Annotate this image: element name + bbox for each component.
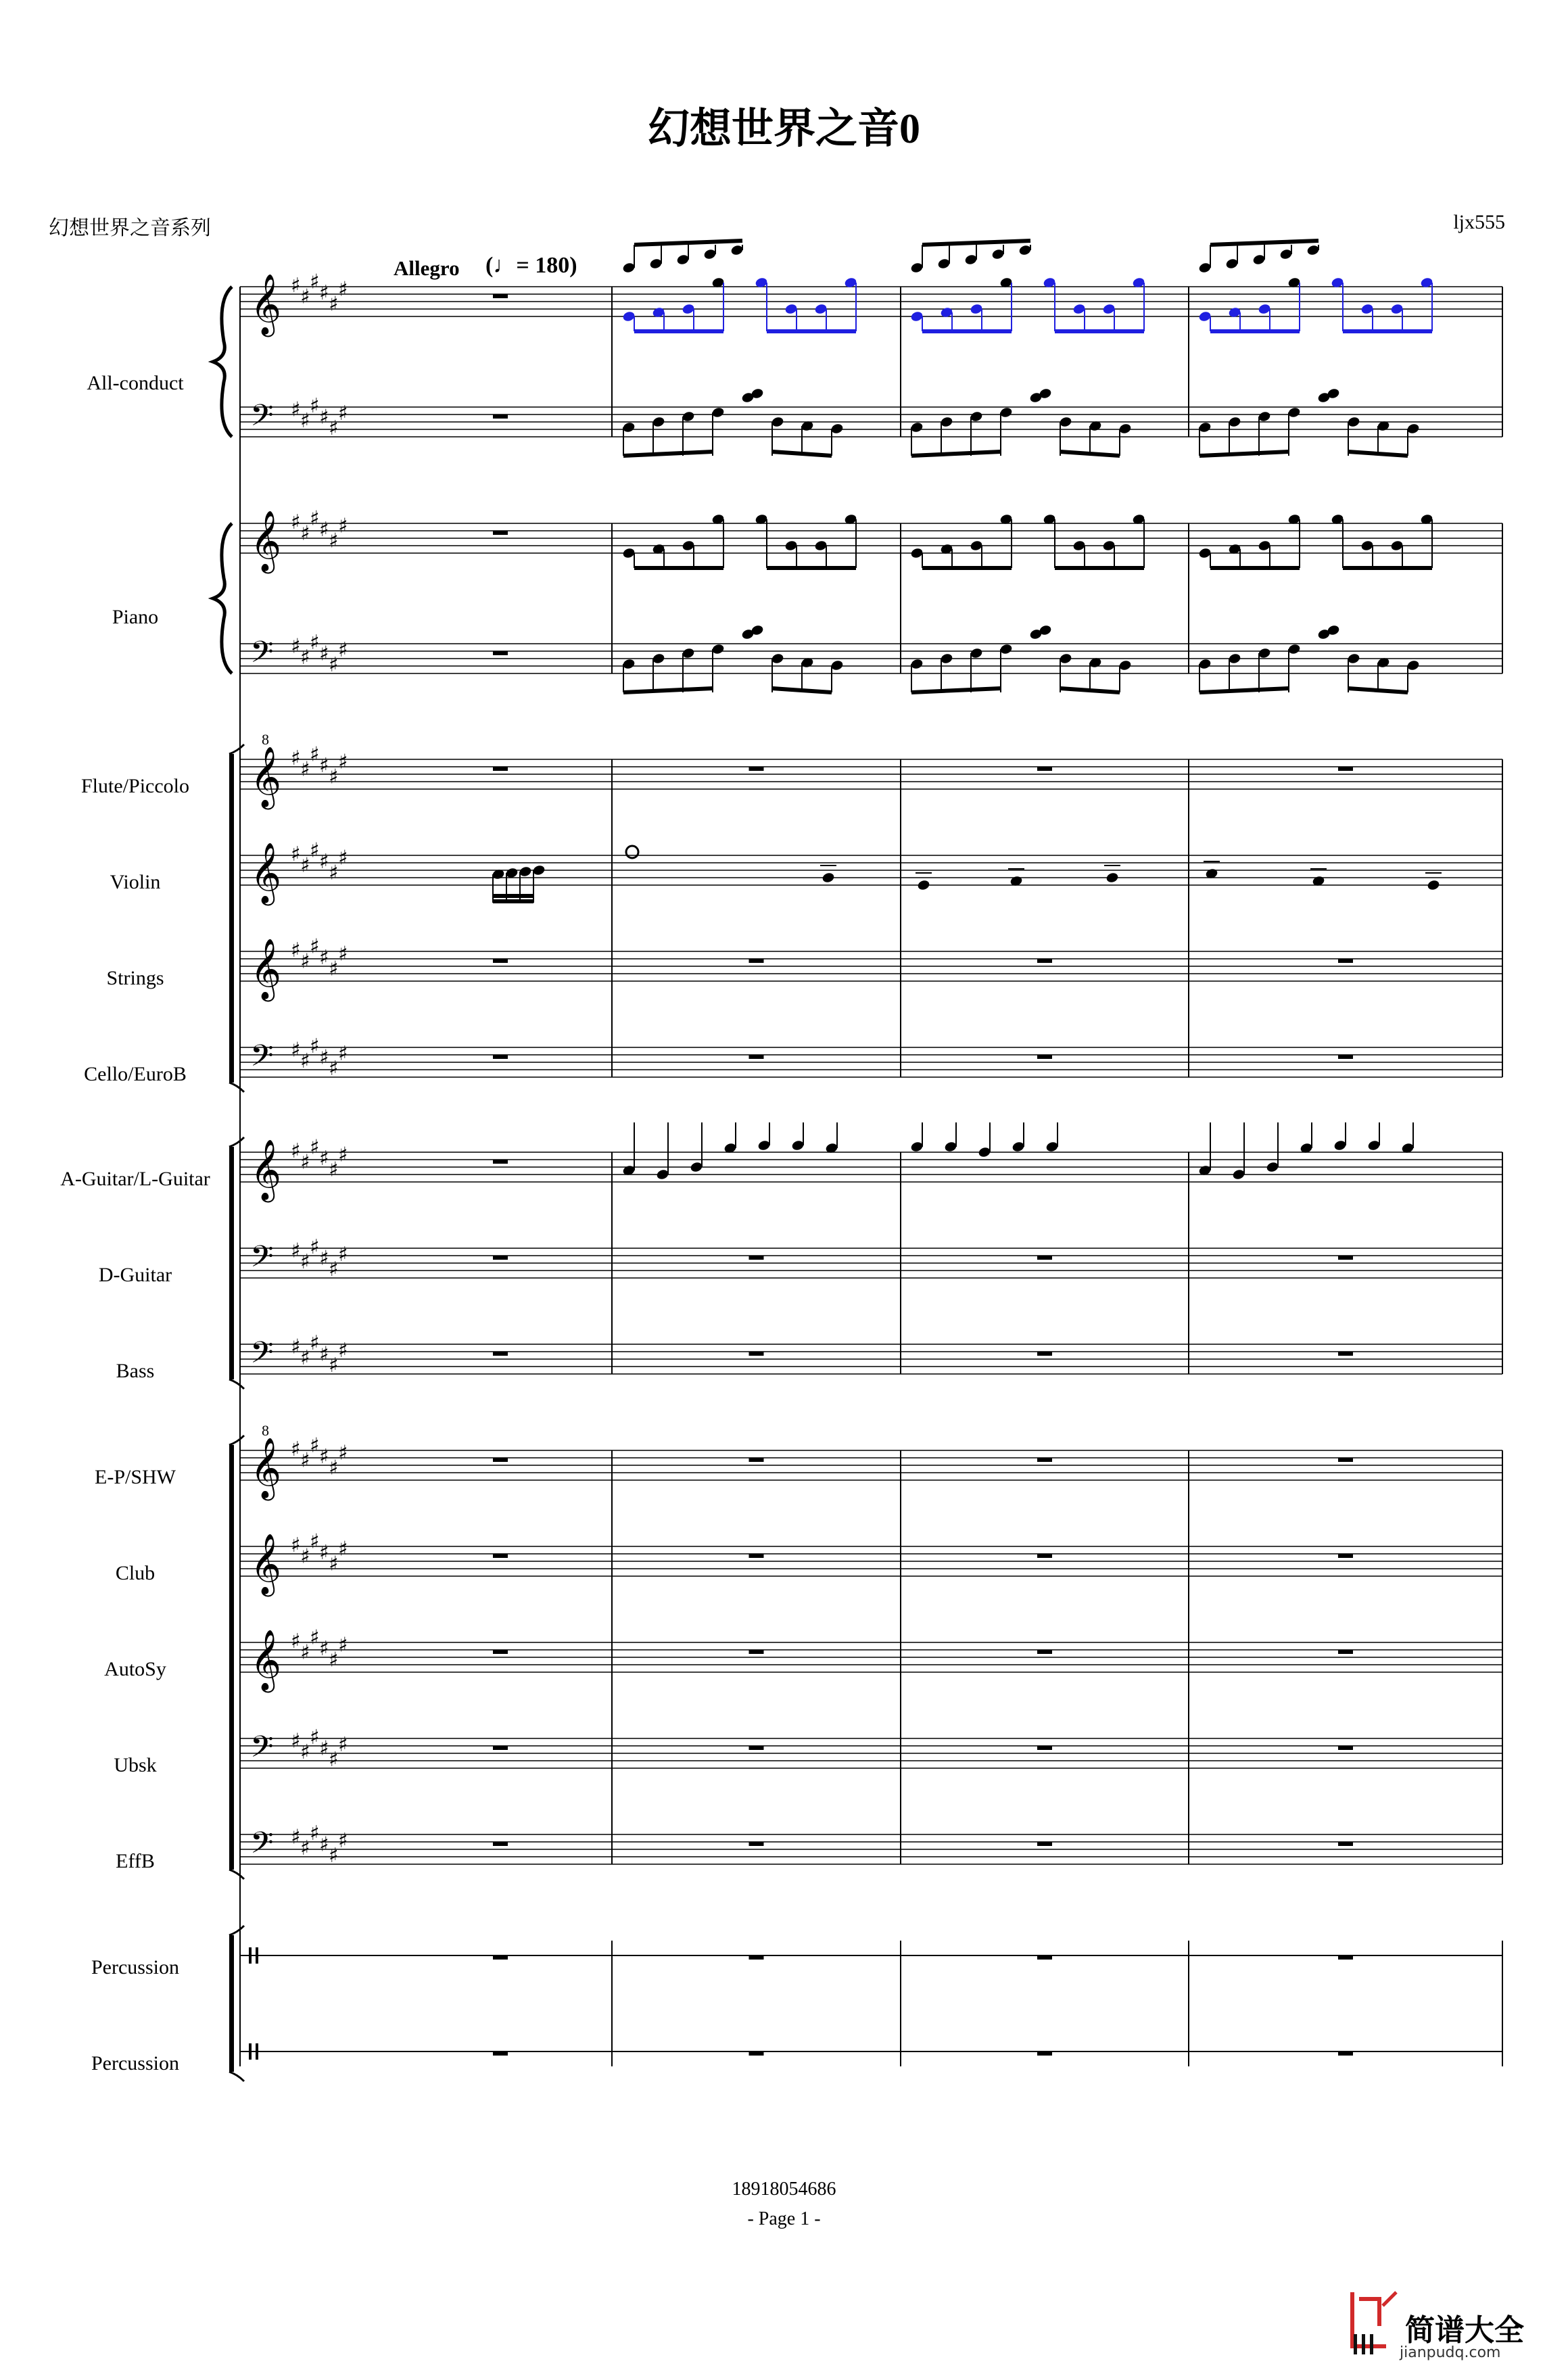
sharp-sign: ♯	[291, 274, 301, 298]
treble-clef: 𝄞	[250, 843, 282, 903]
note-beam	[623, 688, 713, 692]
instrument-label: A-Guitar/L-Guitar	[60, 1168, 210, 1190]
sharp-sign: ♯	[319, 1736, 329, 1761]
sharp-sign: ♯	[291, 1038, 301, 1062]
note-head	[822, 872, 835, 884]
page-title: 幻想世界之音0	[647, 106, 920, 152]
sharp-sign: ♯	[329, 1648, 339, 1672]
sharp-sign: ♯	[310, 270, 320, 294]
bass-clef: 𝄢	[250, 1825, 274, 1868]
sharp-sign: ♯	[329, 417, 339, 440]
whole-rest	[1037, 2051, 1052, 2056]
whole-rest	[749, 1458, 764, 1462]
sharp-sign: ♯	[300, 521, 310, 546]
sharp-sign: ♯	[329, 1844, 339, 1868]
whole-rest	[1338, 2051, 1353, 2056]
whole-rest	[1338, 1955, 1353, 1960]
sharp-sign: ♯	[329, 1057, 339, 1081]
whole-rest	[493, 1554, 508, 1558]
sharp-sign: ♯	[300, 646, 310, 669]
sharp-sign: ♯	[291, 1239, 301, 1263]
sharp-sign: ♯	[291, 1335, 301, 1359]
sharp-sign: ♯	[310, 1529, 320, 1554]
whole-rest	[1037, 1955, 1052, 1960]
whole-rest	[749, 1554, 764, 1558]
note-beam	[1210, 241, 1318, 245]
note-beam	[911, 452, 1001, 456]
sharp-sign: ♯	[319, 518, 329, 542]
sharp-sign: ♯	[329, 1158, 339, 1182]
whole-rest	[749, 1955, 764, 1960]
whole-rest	[493, 1256, 508, 1260]
percussion-clef	[256, 2043, 258, 2060]
instrument-label: Violin	[110, 871, 161, 893]
sharp-sign: ♯	[310, 1433, 320, 1458]
sharp-sign: ♯	[300, 1836, 310, 1860]
bracket	[229, 1445, 234, 1870]
whole-rest	[493, 1160, 508, 1164]
sharp-sign: ♯	[310, 631, 320, 655]
instrument-label: Bass	[116, 1360, 155, 1382]
whole-rest	[493, 767, 508, 771]
whole-rest	[1037, 959, 1052, 963]
note-beam	[1060, 452, 1120, 456]
sharp-sign: ♯	[319, 1445, 329, 1469]
sharp-sign: ♯	[291, 1534, 301, 1557]
note-beam	[922, 241, 1030, 245]
sharp-sign: ♯	[329, 1552, 339, 1576]
whole-rest	[1037, 1055, 1052, 1059]
sharp-sign: ♯	[291, 1139, 301, 1163]
bracket-hook	[229, 744, 244, 754]
whole-rest	[1338, 767, 1353, 771]
sharp-sign: ♯	[319, 946, 329, 970]
sharp-sign: ♯	[310, 742, 320, 767]
whole-rest	[493, 531, 508, 535]
whole-rest	[749, 2051, 764, 2056]
sharp-sign: ♯	[319, 405, 329, 429]
sharp-sign: ♯	[329, 765, 339, 789]
bass-clef: 𝄢	[250, 398, 274, 440]
bracket-hook	[229, 1436, 244, 1445]
instrument-label: Flute/Piccolo	[81, 775, 189, 797]
octave-mark: 8	[262, 731, 269, 748]
sharp-sign: ♯	[319, 642, 329, 666]
note-head	[1427, 879, 1440, 891]
whole-rest	[1338, 1554, 1353, 1558]
sharp-sign: ♯	[300, 409, 310, 433]
sharp-sign: ♯	[300, 1448, 310, 1473]
bracket	[229, 754, 234, 1083]
whole-rest	[1338, 1650, 1353, 1654]
whole-rest	[1037, 1458, 1052, 1462]
note-beam	[623, 452, 713, 456]
sharp-sign: ♯	[338, 1537, 348, 1561]
footer-phone: 18918054686	[732, 2179, 836, 2200]
whole-rest	[1037, 1256, 1052, 1260]
sharp-sign: ♯	[310, 1035, 320, 1058]
treble-clef: 𝄞	[250, 1534, 282, 1594]
bass-clef: 𝄢	[250, 1335, 274, 1377]
instrument-label: Piano	[112, 606, 159, 628]
tempo-mark: (♩= 180)	[485, 253, 577, 278]
whole-rest	[1338, 1256, 1353, 1260]
sharp-sign: ♯	[291, 746, 301, 770]
sharp-sign: ♯	[300, 1150, 310, 1175]
sharp-sign: ♯	[319, 1147, 329, 1170]
bracket-hook	[229, 1926, 244, 1935]
sharp-sign: ♯	[338, 1143, 348, 1167]
sharp-sign: ♯	[291, 1438, 301, 1461]
whole-rest	[493, 414, 508, 419]
sharp-sign: ♯	[300, 757, 310, 782]
sharp-sign: ♯	[300, 853, 310, 878]
whole-rest	[493, 294, 508, 298]
note-beam	[1348, 688, 1408, 692]
instrument-label: D-Guitar	[98, 1264, 172, 1286]
instrument-label: Percussion	[91, 2052, 179, 2074]
sharp-sign: ♯	[291, 939, 301, 962]
sharp-sign: ♯	[310, 394, 320, 418]
sharp-sign: ♯	[291, 511, 301, 534]
percussion-clef	[249, 2043, 252, 2060]
whole-rest	[1338, 1458, 1353, 1462]
brace	[213, 287, 232, 437]
sharp-sign: ♯	[291, 1729, 301, 1753]
sharp-sign: ♯	[300, 285, 310, 309]
bass-clef: 𝄢	[250, 1038, 274, 1081]
sharp-sign: ♯	[338, 1633, 348, 1657]
whole-rest	[493, 1352, 508, 1356]
sharp-sign: ♯	[338, 402, 348, 425]
sharp-sign: ♯	[310, 1235, 320, 1259]
sharp-sign: ♯	[291, 843, 301, 866]
treble-clef: 𝄞	[250, 939, 282, 999]
instrument-label: EffB	[116, 1850, 155, 1872]
instrument-label: Percussion	[91, 1956, 179, 1978]
treble-clef: 𝄞	[250, 1139, 282, 1200]
instrument-label: All-conduct	[87, 372, 184, 394]
whole-rest	[493, 1055, 508, 1059]
sharp-sign: ♯	[310, 506, 320, 531]
whole-rest	[749, 1256, 764, 1260]
sharp-sign: ♯	[329, 653, 339, 677]
whole-rest	[1338, 1352, 1353, 1356]
whole-rest	[1037, 1650, 1052, 1654]
sharp-sign: ♯	[291, 1825, 301, 1849]
whole-rest	[1338, 959, 1353, 963]
bass-clef: 𝄢	[250, 1729, 274, 1772]
sharp-sign: ♯	[338, 277, 348, 302]
sharp-sign: ♯	[329, 1258, 339, 1281]
note-beam	[1199, 452, 1289, 456]
sharp-sign: ♯	[300, 949, 310, 974]
sharp-sign: ♯	[319, 1342, 329, 1367]
whole-rest	[1338, 1746, 1353, 1750]
sharp-sign: ♯	[329, 1354, 339, 1377]
percussion-clef	[256, 1947, 258, 1964]
sharp-sign: ♯	[310, 1135, 320, 1160]
sharp-sign: ♯	[338, 846, 348, 870]
whole-rest	[493, 1746, 508, 1750]
sharp-sign: ♯	[291, 398, 301, 422]
sharp-sign: ♯	[300, 1640, 310, 1665]
sharp-sign: ♯	[319, 1246, 329, 1271]
instrument-label: E-P/SHW	[95, 1466, 176, 1488]
sharp-sign: ♯	[338, 514, 348, 538]
tempo-text: Allegro	[394, 256, 460, 280]
sharp-sign: ♯	[338, 1441, 348, 1465]
note-head	[1106, 872, 1119, 884]
sharp-sign: ♯	[329, 861, 339, 885]
instrument-label: Strings	[106, 967, 164, 989]
note-beam	[1199, 688, 1289, 692]
sharp-sign: ♯	[338, 1829, 348, 1853]
whole-rest	[493, 2051, 508, 2056]
half-note	[626, 846, 638, 858]
sharp-sign: ♯	[329, 1748, 339, 1772]
bass-clef: 𝄢	[250, 1239, 274, 1281]
treble-clef: 𝄞	[250, 511, 282, 571]
whole-rest	[493, 1650, 508, 1654]
whole-rest	[1338, 1055, 1353, 1059]
whole-rest	[1338, 1842, 1353, 1846]
instrument-label: Cello/EuroB	[84, 1063, 187, 1085]
treble-clef: 𝄞	[250, 1438, 282, 1498]
note-beam	[772, 452, 832, 456]
series-subtitle: 幻想世界之音系列	[49, 217, 211, 239]
sharp-sign: ♯	[310, 1331, 320, 1355]
sharp-sign: ♯	[300, 1049, 310, 1073]
sharp-sign: ♯	[329, 292, 339, 316]
whole-rest	[749, 1842, 764, 1846]
sharp-sign: ♯	[329, 529, 339, 553]
treble-clef: 𝄞	[250, 1630, 282, 1690]
whole-rest	[493, 651, 508, 655]
bracket-hook	[229, 1379, 244, 1389]
bracket	[229, 1147, 234, 1379]
sharp-sign: ♯	[319, 281, 329, 305]
sharp-sign: ♯	[338, 1339, 348, 1362]
note-beam	[1060, 688, 1120, 692]
logo-url: jianpudq.com	[1400, 2344, 1501, 2361]
sharp-sign: ♯	[310, 1822, 320, 1845]
sharp-sign: ♯	[338, 1042, 348, 1066]
bass-clef: 𝄢	[250, 634, 274, 677]
sharp-sign: ♯	[319, 754, 329, 778]
sharp-sign: ♯	[329, 1456, 339, 1480]
whole-rest	[749, 1746, 764, 1750]
note-head	[917, 879, 930, 891]
whole-rest	[493, 1955, 508, 1960]
sharp-sign: ♯	[310, 934, 320, 959]
sharp-sign: ♯	[319, 850, 329, 874]
brace	[213, 523, 232, 673]
whole-rest	[493, 959, 508, 963]
whole-rest	[1037, 767, 1052, 771]
note-beam	[1348, 452, 1408, 456]
whole-rest	[1037, 1842, 1052, 1846]
sharp-sign: ♯	[291, 1630, 301, 1653]
sharp-sign: ♯	[319, 1832, 329, 1857]
sharp-sign: ♯	[310, 838, 320, 863]
instrument-label: Ubsk	[114, 1754, 157, 1776]
sharp-sign: ♯	[319, 1637, 329, 1661]
bracket-hook	[229, 1870, 244, 1879]
logo-brand-text: 简谱大全	[1405, 2313, 1524, 2348]
sharp-sign: ♯	[300, 1740, 310, 1764]
whole-rest	[1037, 1554, 1052, 1558]
treble-clef: 𝄞	[250, 274, 282, 335]
sharp-sign: ♯	[338, 1243, 348, 1266]
instrument-label: Club	[115, 1562, 156, 1584]
sharp-sign: ♯	[291, 634, 301, 659]
bracket-hook	[229, 2072, 244, 2081]
sharp-sign: ♯	[338, 750, 348, 774]
note-beam	[911, 688, 1001, 692]
sharp-sign: ♯	[319, 1045, 329, 1070]
whole-rest	[749, 959, 764, 963]
page-number: - Page 1 -	[747, 2208, 821, 2229]
percussion-clef	[249, 1947, 252, 1964]
whole-rest	[1037, 1352, 1052, 1356]
sharp-sign: ♯	[338, 942, 348, 966]
whole-rest	[749, 1352, 764, 1356]
whole-rest	[749, 1650, 764, 1654]
sharp-sign: ♯	[300, 1346, 310, 1370]
note-beam	[634, 241, 742, 245]
octave-mark: 8	[262, 1422, 269, 1439]
note-beam	[772, 688, 832, 692]
sharp-sign: ♯	[310, 1626, 320, 1650]
whole-rest	[1037, 1746, 1052, 1750]
whole-rest	[493, 1458, 508, 1462]
bracket	[229, 1935, 234, 2072]
sharp-sign: ♯	[338, 1733, 348, 1757]
whole-rest	[749, 767, 764, 771]
sharp-sign: ♯	[310, 1726, 320, 1749]
sharp-sign: ♯	[300, 1250, 310, 1274]
bracket-hook	[229, 1137, 244, 1147]
treble-clef: 𝄞	[250, 746, 282, 807]
bracket-hook	[229, 1083, 244, 1092]
whole-rest	[749, 1055, 764, 1059]
instrument-label: AutoSy	[104, 1658, 166, 1680]
sharp-sign: ♯	[338, 638, 348, 662]
sharp-sign: ♯	[319, 1541, 329, 1565]
sharp-sign: ♯	[329, 957, 339, 981]
whole-rest	[493, 1842, 508, 1846]
sharp-sign: ♯	[300, 1544, 310, 1569]
composer-name: ljx555	[1453, 211, 1505, 233]
